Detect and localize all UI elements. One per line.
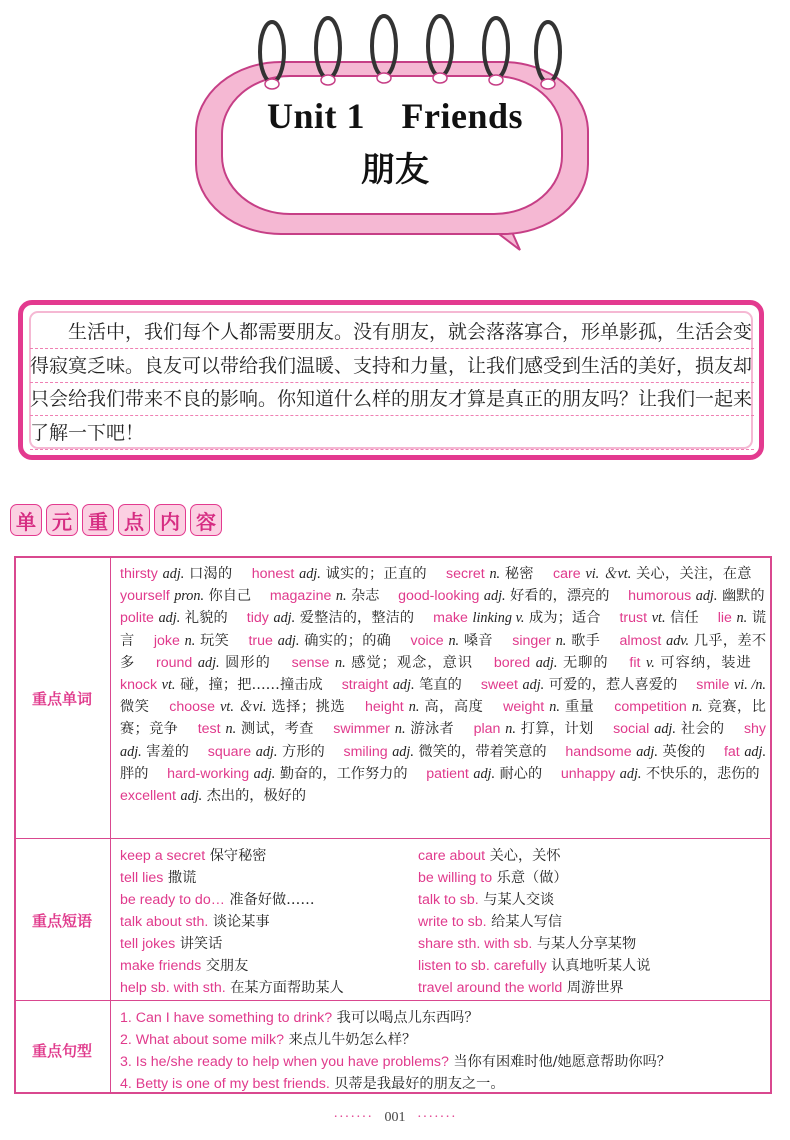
- vocab-item: trust vt. 信任: [619, 610, 699, 627]
- vocab-item: joke n. 玩笑: [153, 632, 230, 649]
- phrase-item: be ready to do… 准备好做……: [120, 892, 315, 908]
- phrase-item: travel around the world 周游世界: [418, 980, 624, 996]
- vocab-item: fit v. 可容纳，装进: [629, 654, 752, 671]
- vocab-item: handsome adj. 英俊的: [565, 743, 706, 760]
- vocab-item: height n. 高，高度: [365, 699, 484, 716]
- vocab-item: sweet adj. 可爱的，惹人喜爱的: [480, 677, 678, 694]
- vocab-item: test n. 测试，考查: [197, 721, 314, 738]
- section-title: [10, 504, 222, 538]
- phrase-item: share sth. with sb. 与某人分享某物: [418, 936, 637, 952]
- sentence-item: 2. What about some milk? 来点儿牛奶怎么样？: [120, 1032, 417, 1048]
- vocab-item: good-looking adj. 好看的，漂亮的: [398, 588, 610, 605]
- vocab-item: yourself pron. 你自己: [120, 588, 252, 605]
- phrase-item: tell lies 撒谎: [120, 870, 197, 886]
- vocab-item: honest adj. 诚实的；正直的: [251, 566, 427, 582]
- sentence-item: 3. Is he/she ready to help when you have problems? 当你有困难时他/她愿意帮助你吗？: [120, 1054, 671, 1070]
- vocab-item: swimmer n. 游泳者: [333, 721, 455, 738]
- phrase-item: listen to sb. carefully 认真地听某人说: [418, 958, 651, 974]
- phrase-label: 重点短语: [31, 912, 92, 930]
- section-title-char: 元: [46, 504, 78, 536]
- page-number: 001: [384, 1110, 406, 1125]
- sentence-item: 4. Betty is one of my best friends. 贝蒂是我最好的朋友之一。: [120, 1076, 505, 1092]
- vocab-item: unhappy adj. 不快乐的，悲伤的: [560, 765, 760, 782]
- footer-dots-right: ·······: [417, 1110, 457, 1125]
- sentence-item: 1. Can I have something to drink? 我可以喝点儿东西吗？: [120, 1010, 479, 1026]
- section-title-char: 点: [118, 504, 150, 536]
- vocab-item: shy adj. 害羞的: [120, 721, 767, 760]
- vocab-item: straight adj. 笔直的: [341, 677, 462, 694]
- section-title-char: 重: [82, 504, 114, 536]
- phrase-item: tell jokes 讲笑话: [120, 936, 223, 952]
- sentence-label: 重点句型: [31, 1042, 92, 1060]
- footer-dots-left: ·······: [333, 1110, 373, 1125]
- vocab-item: plan n. 打算，计划: [473, 721, 594, 738]
- phrase-item: be willing to 乐意（做）: [418, 870, 568, 886]
- vocab-item: fat adj. 胖的: [120, 743, 766, 782]
- phrase-item: write to sb. 给某人写信: [418, 914, 563, 930]
- section-title-char: 单: [10, 504, 42, 536]
- vocab-item: lie n. 谎言: [120, 610, 767, 649]
- vocab-item: make linking v. 成为；适合: [433, 610, 601, 627]
- phrase-item: talk about sth. 谈论某事: [120, 914, 270, 930]
- vocab-item: almost adv. 几乎，差不多: [120, 632, 767, 671]
- vocab-item: polite adj. 礼貌的: [120, 610, 228, 627]
- vocab-label: 重点单词: [31, 690, 92, 708]
- vocab-item: voice n. 嗓音: [410, 632, 493, 649]
- vocab-item: tidy adj. 爱整洁的，整洁的: [246, 610, 415, 627]
- vocab-item: smiling adj. 微笑的，带着笑意的: [343, 743, 547, 760]
- phrase-item: help sb. with sth. 在某方面帮助某人: [120, 980, 344, 996]
- vocab-item: care vi. ＆vt. 关心，关注，在意: [553, 566, 752, 582]
- phrase-item: keep a secret 保守秘密: [120, 848, 267, 864]
- vocab-item: competition n. 竞赛，比赛；竞争: [120, 699, 766, 738]
- vocab-item: secret n. 秘密: [446, 566, 534, 582]
- unit-title: Unit 1 Friends: [266, 96, 523, 136]
- phrase-item: care about 关心，关怀: [418, 848, 561, 864]
- vocab-item: knock vt. 碰，撞；把……撞击成: [120, 677, 323, 694]
- vocab-item: thirsty adj. 口渴的: [120, 566, 233, 582]
- vocab-item: humorous adj. 幽默的: [628, 588, 765, 605]
- phrase-item: talk to sb. 与某人交谈: [418, 892, 555, 908]
- vocab-item: social adj. 社会的: [613, 721, 725, 738]
- vocab-item: weight n. 重量: [503, 699, 595, 716]
- section-title-char: 容: [190, 504, 222, 536]
- intro-text: 生活中，我们每个人都需要朋友。没有朋友，就会落落寡合，形单影孤，生活会变得寂寞乏味。良友可以带给我们温暖、支持和力量，让我们感受到生活的美好，损友却只会给我们带来不良的影响。你知道什么样的朋友才算是真正的朋友吗？让我们一起来了解一下吧！: [30, 321, 753, 444]
- vocab-item: patient adj. 耐心的: [426, 765, 543, 782]
- vocab-item: choose vt. ＆vi. 选择；挑选: [169, 699, 346, 716]
- vocab-item: square adj. 方形的: [207, 743, 325, 760]
- vocab-item: sense n. 感觉；观念，意识: [291, 654, 474, 671]
- vocab-item: singer n. 歌手: [512, 632, 601, 649]
- unit-subtitle: 朋友: [361, 150, 429, 190]
- vocab-list: [120, 563, 766, 807]
- vocab-item: hard-working adj. 勤奋的，工作努力的: [167, 765, 408, 782]
- section-title-char: 内: [154, 504, 186, 536]
- vocab-item: smile vi. /n. 微笑: [120, 677, 766, 716]
- vocab-item: excellent adj. 杰出的，极好的: [120, 788, 307, 805]
- phrase-item: make friends 交朋友: [120, 958, 249, 974]
- vocab-item: magazine n. 杂志: [269, 588, 380, 605]
- page-footer: [0, 1110, 790, 1126]
- vocab-item: true adj. 确实的；的确: [248, 632, 392, 649]
- vocab-item: bored adj. 无聊的: [493, 654, 609, 671]
- vocab-item: round adj. 圆形的: [156, 654, 271, 671]
